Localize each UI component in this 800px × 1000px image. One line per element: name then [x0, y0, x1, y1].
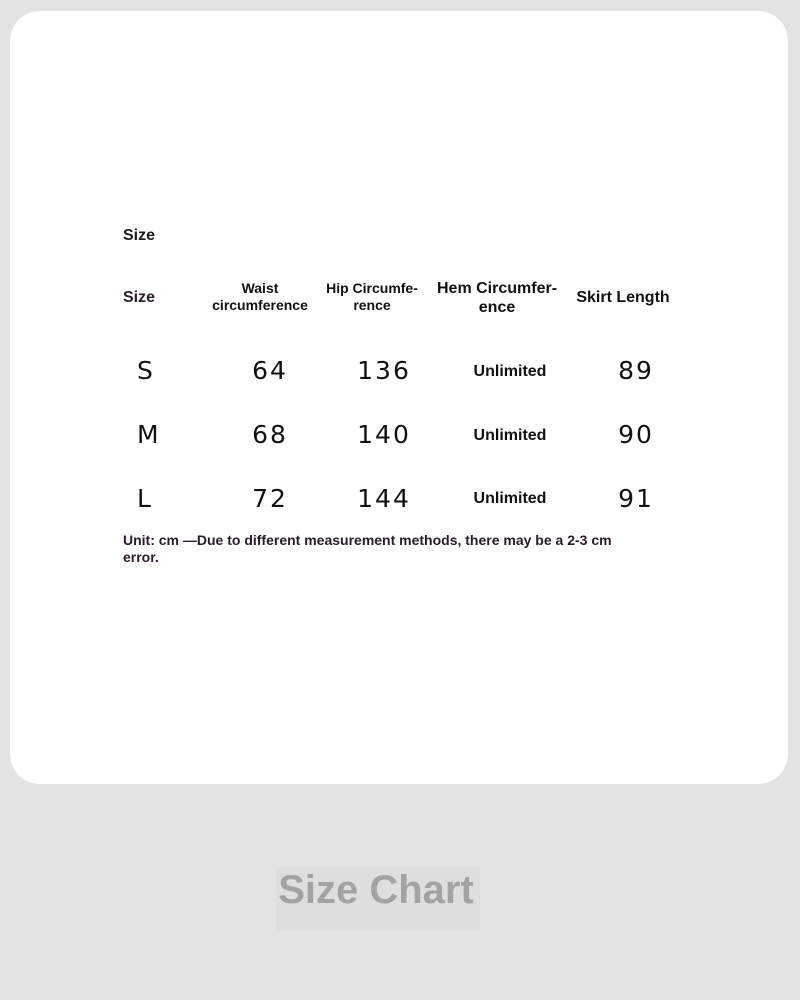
header-size: Size — [123, 289, 156, 306]
table-title: Size — [123, 227, 156, 244]
cell-waist: 64 — [252, 356, 288, 385]
cell-skirt-length: 90 — [618, 420, 654, 449]
header-waist: Waist circumference — [212, 280, 308, 313]
cell-waist: 72 — [252, 484, 288, 513]
cell-skirt-length: 89 — [618, 356, 654, 385]
size-chart-heading: Size Chart — [278, 868, 474, 912]
size-chart-card — [10, 11, 788, 784]
header-skirt-length: Skirt Length — [576, 289, 670, 306]
cell-size: S — [137, 356, 155, 385]
cell-hip: 136 — [357, 356, 411, 385]
cell-skirt-length: 91 — [618, 484, 654, 513]
cell-hip: 144 — [357, 484, 411, 513]
cell-waist: 68 — [252, 420, 288, 449]
cell-hem: Unlimited — [473, 427, 547, 444]
cell-hem: Unlimited — [473, 490, 547, 507]
cell-size: M — [137, 420, 161, 449]
header-hem: Hem Circumfer-ence — [436, 280, 558, 316]
header-hip: Hip Circumfe-rence — [326, 280, 418, 313]
cell-hip: 140 — [357, 420, 411, 449]
cell-hem: Unlimited — [473, 363, 547, 380]
measurement-note: Unit: cm —Due to different measurement methods, there may be a 2-3 cm error. — [123, 532, 612, 565]
cell-size: L — [137, 484, 153, 513]
